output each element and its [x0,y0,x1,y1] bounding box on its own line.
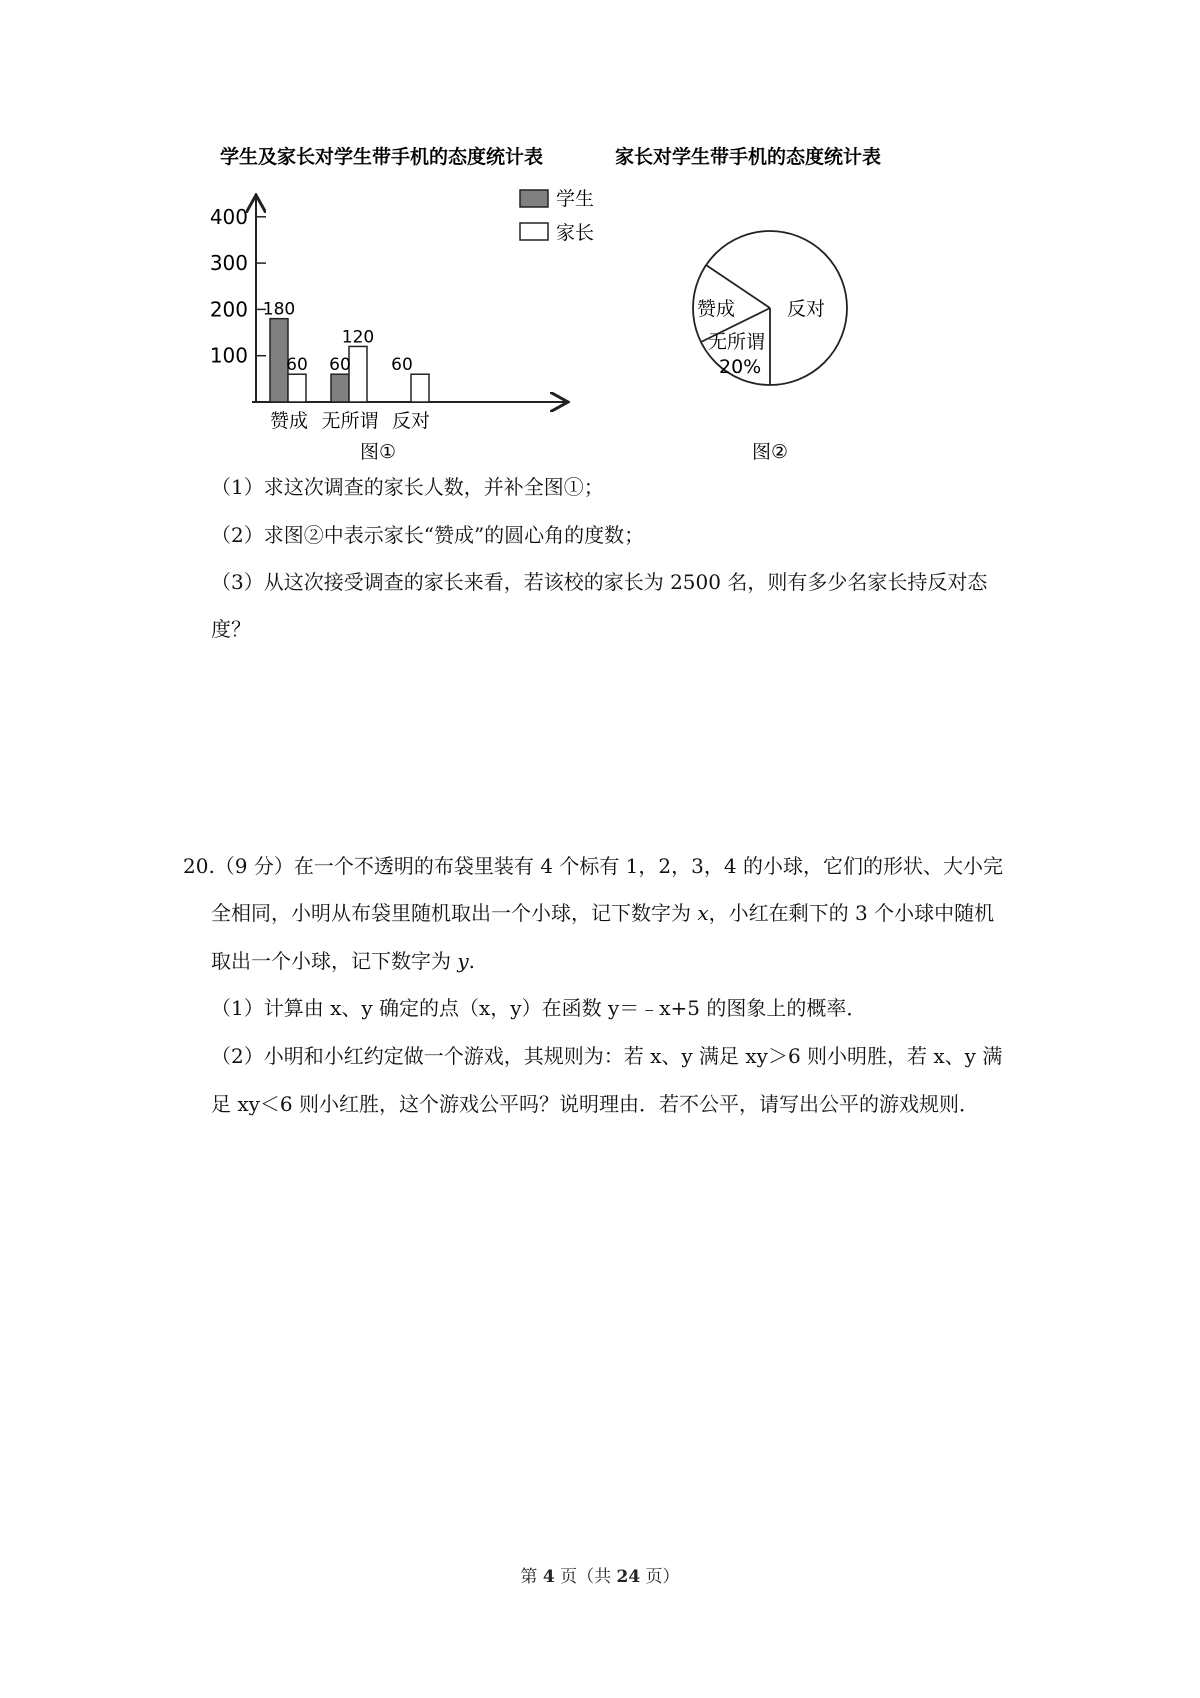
page-number: 4 [542,1567,555,1587]
bar-chart-caption: 图① [359,441,397,463]
figures [0,0,1200,470]
ytick-label: 400 [209,204,248,229]
bar-value-label: 60 [391,355,413,376]
bar-反对-家长 [411,374,429,402]
legend [520,188,594,244]
legend-swatch-parents [520,223,548,240]
q20-part2-line2: 足 xy＜6 则小红胜，这个游戏公平吗？说明理由．若不公平，请写出公平的游戏规则． [211,1092,980,1116]
page-footer: 第 4 页（共 24 页） [520,1567,680,1587]
q19-part3-line2: 度？ [211,617,251,641]
bar-chart [210,145,594,463]
q19-part3-line1: （3）从这次接受调查的家长来看，若该校的家长为 2500 名，则有多少名家长持反对态 [211,570,988,594]
legend-label-students: 学生 [556,188,595,210]
xcat-label: 赞成 [269,410,309,432]
pie-label-approve: 赞成 [697,298,736,320]
legend-swatch-students [520,190,548,207]
pie-label-indifferent-pct: 20% [719,356,762,378]
xcat-label: 反对 [391,410,431,432]
ytick-label: 300 [209,251,248,276]
bar-无所谓-学生 [331,374,349,402]
pie-chart [615,145,881,463]
q20-line2: 全相同，小明从布袋里随机取出一个小球，记下数字为 x，小红在剩下的 3 个小球中随机 [211,901,995,925]
page-total: 24 [616,1567,641,1587]
q20-part1: （1）计算由 x、y 确定的点（x，y）在函数 y＝﹣x+5 的图象上的概率． [211,996,867,1020]
bar-value-label: 120 [341,327,375,348]
q19-part1: （1）求这次调查的家长人数，并补全图①； [211,475,604,499]
bar-赞成-家长 [288,374,306,402]
q20-line3: 取出一个小球，记下数字为 y. [211,949,476,973]
xcat-label: 无所谓 [321,410,379,432]
q20-part2-line1: （2）小明和小红约定做一个游戏，其规则为：若 x、y 满足 xy＞6 则小明胜，若 x、y 满 [211,1044,1003,1068]
legend-label-parents: 家长 [556,222,595,244]
pie-label-oppose: 反对 [787,298,826,320]
bar-无所谓-家长 [349,346,367,402]
bar-chart-title: 学生及家长对学生带手机的态度统计表 [220,146,544,168]
q19-part2: （2）求图②中表示家长“赞成”的圆心角的度数； [211,523,645,547]
ytick-label: 200 [209,297,248,322]
pie-chart-caption: 图② [751,441,789,463]
bar-value-label: 180 [262,299,296,320]
bar-value-label: 60 [329,355,351,376]
bar-value-label: 60 [286,355,308,376]
pie-label-indifferent: 无所谓 [708,331,766,353]
q20-line1: 20.（9 分）在一个不透明的布袋里装有 4 个标有 1，2，3，4 的小球，它们的形状、大小完 [183,854,1003,878]
ytick-label: 100 [209,343,248,368]
pie-chart-title: 家长对学生带手机的态度统计表 [615,146,882,168]
